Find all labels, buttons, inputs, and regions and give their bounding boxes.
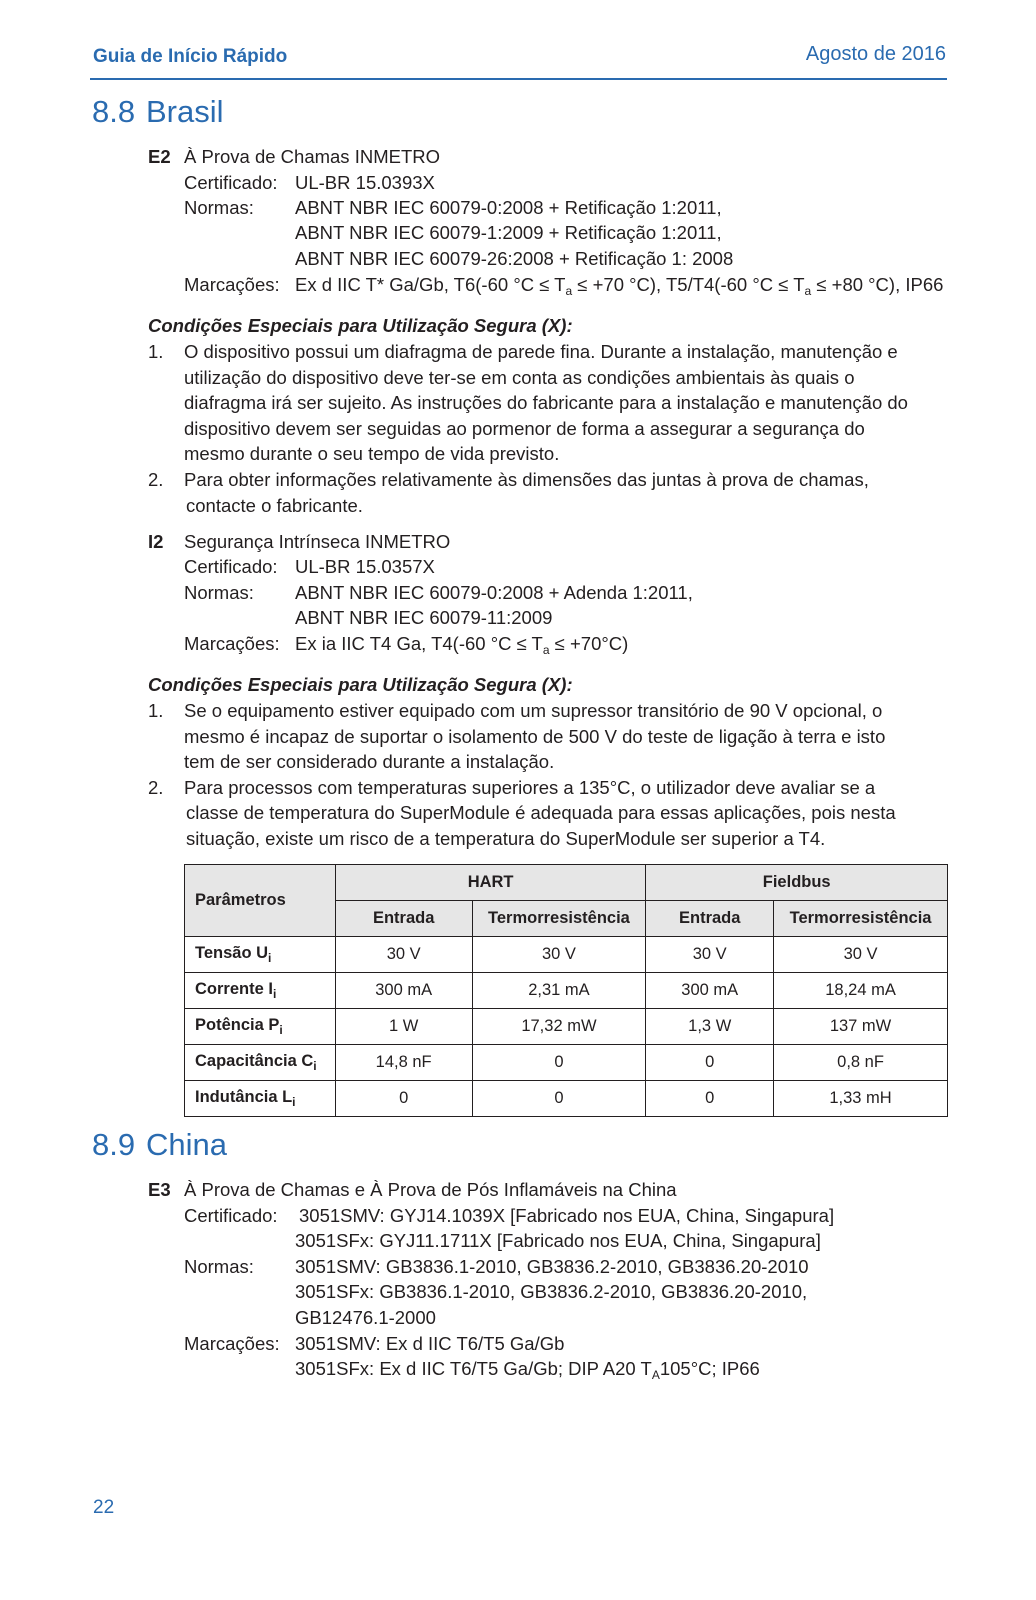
label-certificado: Certificado: xyxy=(184,556,278,577)
section-number: 8.9 xyxy=(92,1127,136,1162)
table-header-termorresistencia: Termorresistência xyxy=(472,901,646,937)
table-cell: 0 xyxy=(646,1081,774,1117)
table-header-fieldbus: Fieldbus xyxy=(646,865,948,901)
table-cell: 0 xyxy=(472,1045,646,1081)
header-rule xyxy=(90,78,947,80)
table-cell: 18,24 mA xyxy=(774,973,948,1009)
row-label: Indutância $L_i$ xyxy=(185,1081,336,1117)
list-number: 2. xyxy=(148,469,164,490)
value-marcacoes: 3051SMV: Ex d IIC T6/T5 Ga/Gb xyxy=(295,1333,565,1354)
value-norma: ABNT NBR IEC 60079-26:2008 + Retificação 1: 2008 xyxy=(295,248,734,269)
list-item-text: mesmo durante o seu tempo de vida previsto. xyxy=(184,443,560,464)
cert-code-e2: E2 xyxy=(148,146,171,167)
value-certificado: 3051SFx: GYJ11.1711X [Fabricado nos EUA, China, Singapura] xyxy=(295,1230,821,1251)
table-cell: 300 mA xyxy=(335,973,472,1009)
table-cell: 1 W xyxy=(335,1009,472,1045)
table-cell: 1,33 mH xyxy=(774,1081,948,1117)
table-row xyxy=(185,1045,948,1081)
value-certificado: UL-BR 15.0357X xyxy=(295,556,435,577)
list-item-text: Se o equipamento estiver equipado com um supressor transitório de 90 V opcional, o xyxy=(184,700,883,721)
list-number: 1. xyxy=(148,700,164,721)
label-marcacoes: Marcações: xyxy=(184,633,280,654)
section-title-china xyxy=(92,1127,227,1163)
label-certificado: Certificado: xyxy=(184,1205,278,1226)
list-item-text: dispositivo devem ser seguidas ao pormenor de forma a assegurar a segurança do xyxy=(184,418,865,439)
list-item-text: O dispositivo possui um diafragma de parede fina. Durante a instalação, manutenção e xyxy=(184,341,898,362)
value-marcacoes: 3051SFx: Ex d IIC T6/T5 Ga/Gb; DIP A20 $T_A105^\circ C$; IP66 xyxy=(295,1358,760,1382)
table-cell: 1,3 W xyxy=(646,1009,774,1045)
table-row xyxy=(185,1081,948,1117)
label-certificado: Certificado: xyxy=(184,172,278,193)
page-number: 22 xyxy=(93,1497,115,1518)
value-norma: 3051SMV: GB3836.1-2010, GB3836.2-2010, GB3836.20-2010 xyxy=(295,1256,809,1277)
value-norma: ABNT NBR IEC 60079-0:2008 + Retificação 1:2011, xyxy=(295,197,722,218)
value-norma: ABNT NBR IEC 60079-1:2009 + Retificação 1:2011, xyxy=(295,222,722,243)
cert-name-e2: À Prova de Chamas INMETRO xyxy=(184,146,440,167)
section-number: 8.8 xyxy=(92,94,136,129)
list-item-text: situação, existe um risco de a temperatura do SuperModule ser superior a T4. xyxy=(186,828,826,849)
label-marcacoes: Marcações: xyxy=(184,274,280,295)
table-cell: 0 xyxy=(646,1045,774,1081)
table-cell: 0,8 nF xyxy=(774,1045,948,1081)
table-header-entrada: Entrada xyxy=(335,901,472,937)
list-item-text: utilização do dispositivo deve ter-se em conta as condições ambientais às quais o xyxy=(184,367,855,388)
section-title-brasil xyxy=(92,94,224,130)
list-item-text: Para obter informações relativamente às dimensões das juntas à prova de chamas, xyxy=(184,469,869,490)
value-norma: GB12476.1-2000 xyxy=(295,1307,436,1328)
table-row xyxy=(185,973,948,1009)
label-marcacoes: Marcações: xyxy=(184,1333,280,1354)
table-header-parametros: Parâmetros xyxy=(185,865,336,937)
table-cell: 30 V xyxy=(335,937,472,973)
table-header-hart: HART xyxy=(335,865,646,901)
label-normas: Normas: xyxy=(184,197,254,218)
row-label: Potência $P_i$ xyxy=(185,1009,336,1045)
table-cell: 17,32 mW xyxy=(472,1009,646,1045)
list-item-text: mesmo é incapaz de suportar o isolamento de 500 V do teste de ligação à terra e isto xyxy=(184,726,886,747)
cert-name-i2: Segurança Intrínseca INMETRO xyxy=(184,531,451,552)
value-marcacoes: Ex ia IIC T4 Ga, T4(-60 $^\circ C \le T_a \le +70^\circ C$) xyxy=(295,633,629,657)
value-norma: 3051SFx: GB3836.1-2010, GB3836.2-2010, GB3836.20-2010, xyxy=(295,1281,808,1302)
table-header-termorresistencia: Termorresistência xyxy=(774,901,948,937)
value-marcacoes: Ex d IIC T* Ga/Gb, T6(-60 $^\circ C \le T_a \le +70$ °C), T5/T4(-60 $^\circ C \le T_a \le +80$ °C), IP66 xyxy=(295,274,944,298)
table-row xyxy=(185,1009,948,1045)
table-cell: 30 V xyxy=(472,937,646,973)
section-name: China xyxy=(146,1127,227,1162)
value-norma: ABNT NBR IEC 60079-0:2008 + Adenda 1:2011, xyxy=(295,582,693,603)
list-number: 1. xyxy=(148,341,164,362)
label-normas: Normas: xyxy=(184,1256,254,1277)
table-cell: 300 mA xyxy=(646,973,774,1009)
list-item-text: contacte o fabricante. xyxy=(186,495,363,516)
value-certificado: UL-BR 15.0393X xyxy=(295,172,435,193)
header-left: Guia de Início Rápido xyxy=(93,46,288,67)
table-cell: 0 xyxy=(472,1081,646,1117)
list-item-text: diafragma irá ser sujeito. As instruções do fabricante para a instalação e manutenção do xyxy=(184,392,908,413)
table-cell: 30 V xyxy=(774,937,948,973)
row-label: Capacitância $C_i$ xyxy=(185,1045,336,1081)
cert-code-i2: I2 xyxy=(148,531,164,552)
conditions-title: Condições Especiais para Utilização Segura (X): xyxy=(148,315,573,336)
value-certificado: 3051SMV: GYJ14.1039X [Fabricado nos EUA, China, Singapura] xyxy=(299,1205,835,1226)
list-number: 2. xyxy=(148,777,164,798)
list-item-text: Para processos com temperaturas superiores a 135°C, o utilizador deve avaliar se a xyxy=(184,777,876,798)
parameters-table xyxy=(184,864,948,1117)
conditions-title: Condições Especiais para Utilização Segura (X): xyxy=(148,674,573,695)
label-normas: Normas: xyxy=(184,582,254,603)
row-label: Corrente $I_i$ xyxy=(185,973,336,1009)
table-cell: 30 V xyxy=(646,937,774,973)
table-row xyxy=(185,937,948,973)
table-cell: 137 mW xyxy=(774,1009,948,1045)
row-label: Tensão $U_i$ xyxy=(185,937,336,973)
list-item-text: classe de temperatura do SuperModule é adequada para essas aplicações, pois nesta xyxy=(186,802,896,823)
cert-code-e3: E3 xyxy=(148,1179,171,1200)
table-header-entrada: Entrada xyxy=(646,901,774,937)
table-cell: 14,8 nF xyxy=(335,1045,472,1081)
value-norma: ABNT NBR IEC 60079-11:2009 xyxy=(295,607,553,628)
table-cell: 2,31 mA xyxy=(472,973,646,1009)
section-name: Brasil xyxy=(146,94,224,129)
table-cell: 0 xyxy=(335,1081,472,1117)
header-right: Agosto de 2016 xyxy=(805,43,946,65)
list-item-text: tem de ser considerado durante a instalação. xyxy=(184,751,555,772)
cert-name-e3: À Prova de Chamas e À Prova de Pós Inflamáveis na China xyxy=(184,1179,677,1200)
